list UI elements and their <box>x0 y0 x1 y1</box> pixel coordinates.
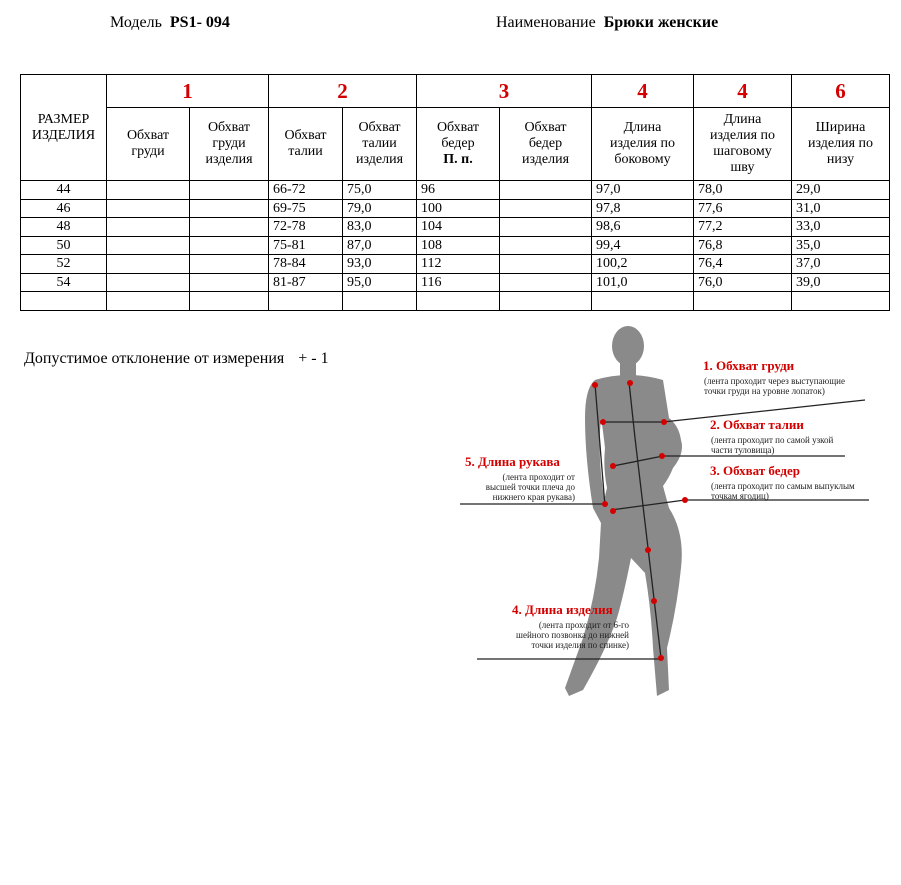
svg-text:точкам ягодиц): точкам ягодиц) <box>711 491 769 501</box>
svg-text:2. Обхват талии: 2. Обхват талии <box>710 417 804 432</box>
measurement-cell: 75-81 <box>269 236 343 255</box>
measurement-cell <box>190 199 269 218</box>
measurement-cell: 97,8 <box>592 199 694 218</box>
measurement-cell: 81-87 <box>269 273 343 292</box>
svg-text:5. Длина рукава: 5. Длина рукава <box>465 454 560 469</box>
label-length <box>512 602 629 650</box>
size-cell: 52 <box>21 255 107 274</box>
measurement-cell: 95,0 <box>343 273 417 292</box>
measurement-cell <box>107 218 190 237</box>
tolerance-label: Допустимое отклонение от измерения <box>24 350 285 367</box>
measurement-cell <box>190 273 269 292</box>
measurement-figure <box>455 318 895 708</box>
model-label: Модель <box>110 14 162 31</box>
table-row <box>21 181 890 200</box>
empty-cell <box>21 292 107 311</box>
measurement-cell <box>190 218 269 237</box>
measurement-cell <box>500 181 592 200</box>
measurement-cell: 104 <box>417 218 500 237</box>
svg-text:(лента проходит через выступаю: (лента проходит через выступающие <box>704 376 845 386</box>
measurement-cell <box>190 255 269 274</box>
measurement-cell: 33,0 <box>792 218 890 237</box>
measurement-cell: 72-78 <box>269 218 343 237</box>
measurement-cell: 93,0 <box>343 255 417 274</box>
measurement-cell: 79,0 <box>343 199 417 218</box>
empty-cell <box>500 292 592 311</box>
svg-text:(лента проходит по самым выпук: (лента проходит по самым выпуклым <box>711 481 855 491</box>
svg-text:3. Обхват бедер: 3. Обхват бедер <box>710 463 800 478</box>
measurement-cell <box>500 218 592 237</box>
measurement-cell: 77,6 <box>694 199 792 218</box>
size-cell: 48 <box>21 218 107 237</box>
size-cell: 54 <box>21 273 107 292</box>
measurement-cell: 96 <box>417 181 500 200</box>
empty-cell <box>694 292 792 311</box>
label-hips <box>710 463 855 501</box>
size-header: РАЗМЕР ИЗДЕЛИЯ <box>21 75 107 181</box>
measurement-cell: 31,0 <box>792 199 890 218</box>
empty-row <box>21 292 890 311</box>
measurement-cell <box>107 199 190 218</box>
table-row <box>21 255 890 274</box>
col-header: Ширина изделия по низу <box>792 108 890 181</box>
measurement-cell: 87,0 <box>343 236 417 255</box>
measurement-cell: 100,2 <box>592 255 694 274</box>
empty-cell <box>190 292 269 311</box>
col-header: Обхват талии изделия <box>343 108 417 181</box>
measurement-cell: 37,0 <box>792 255 890 274</box>
measurement-cell: 100 <box>417 199 500 218</box>
svg-text:нижнего края рукава): нижнего края рукава) <box>492 492 575 502</box>
measurement-cell: 75,0 <box>343 181 417 200</box>
measurement-cell <box>107 255 190 274</box>
measurement-cell: 77,2 <box>694 218 792 237</box>
name-label: Наименование <box>496 14 596 31</box>
label-sleeve <box>465 454 575 502</box>
svg-text:1. Обхват груди: 1. Обхват груди <box>703 358 795 373</box>
tolerance-value: + - 1 <box>298 350 329 367</box>
measurement-cell: 76,8 <box>694 236 792 255</box>
measurement-cell: 99,4 <box>592 236 694 255</box>
measurement-cell <box>190 181 269 200</box>
empty-cell <box>792 292 890 311</box>
svg-text:высшей точки плеча до: высшей точки плеча до <box>485 482 575 492</box>
size-cell: 46 <box>21 199 107 218</box>
table-row <box>21 218 890 237</box>
measurement-cell: 97,0 <box>592 181 694 200</box>
measurement-cell: 112 <box>417 255 500 274</box>
column-header-row <box>21 108 890 181</box>
measurement-cell: 29,0 <box>792 181 890 200</box>
measurement-cell: 108 <box>417 236 500 255</box>
table-row <box>21 273 890 292</box>
model-line <box>110 14 230 32</box>
measurement-cell: 98,6 <box>592 218 694 237</box>
measurement-cell: 83,0 <box>343 218 417 237</box>
svg-text:(лента проходит от 6-го: (лента проходит от 6-го <box>538 620 629 630</box>
group-number-row <box>21 75 890 108</box>
measurement-cell: 69-75 <box>269 199 343 218</box>
svg-text:части туловища): части туловища) <box>711 445 775 455</box>
group-number: 1 <box>107 75 269 108</box>
measurement-cell <box>190 236 269 255</box>
measurement-cell <box>500 255 592 274</box>
label-waist <box>710 417 834 455</box>
empty-cell <box>592 292 694 311</box>
label-chest <box>703 358 845 396</box>
model-value: PS1- 094 <box>169 14 230 31</box>
group-number: 2 <box>269 75 417 108</box>
measurement-cell: 78,0 <box>694 181 792 200</box>
size-cell: 44 <box>21 181 107 200</box>
measurement-cell <box>500 199 592 218</box>
group-number: 3 <box>417 75 592 108</box>
empty-cell <box>343 292 417 311</box>
group-number: 4 <box>694 75 792 108</box>
table-row <box>21 236 890 255</box>
svg-text:шейного позвонка до нижней: шейного позвонка до нижней <box>516 630 629 640</box>
name-line <box>496 14 718 32</box>
svg-text:(лента проходит по самой узкой: (лента проходит по самой узкой <box>711 435 834 445</box>
measurement-cell: 78-84 <box>269 255 343 274</box>
size-cell: 50 <box>21 236 107 255</box>
group-number: 4 <box>592 75 694 108</box>
size-table <box>20 74 890 311</box>
measurement-cell: 66-72 <box>269 181 343 200</box>
empty-cell <box>417 292 500 311</box>
measurement-cell: 76,4 <box>694 255 792 274</box>
size-table-body <box>21 181 890 311</box>
group-number: 6 <box>792 75 890 108</box>
svg-text:точки груди на уровне лопаток): точки груди на уровне лопаток) <box>704 386 825 396</box>
empty-cell <box>269 292 343 311</box>
empty-cell <box>107 292 190 311</box>
measurement-cell <box>107 273 190 292</box>
measurement-cell <box>107 181 190 200</box>
svg-text:(лента проходит от: (лента проходит от <box>502 472 575 482</box>
col-header: Длина изделия по боковому <box>592 108 694 181</box>
measurement-cell: 35,0 <box>792 236 890 255</box>
svg-text:точки изделия по спинке): точки изделия по спинке) <box>531 640 629 650</box>
measurement-cell: 76,0 <box>694 273 792 292</box>
col-header: Обхват бедер изделия <box>500 108 592 181</box>
col-header: Обхват талии <box>269 108 343 181</box>
tolerance-note <box>24 350 329 368</box>
col-header: Обхват груди <box>107 108 190 181</box>
measurement-cell: 39,0 <box>792 273 890 292</box>
measurement-cell: 101,0 <box>592 273 694 292</box>
table-row <box>21 199 890 218</box>
measurement-cell <box>500 236 592 255</box>
name-value: Брюки женские <box>603 14 719 31</box>
measurement-cell <box>500 273 592 292</box>
measurement-cell: 116 <box>417 273 500 292</box>
col-header: Длина изделия по шаговому шву <box>694 108 792 181</box>
measurement-cell <box>107 236 190 255</box>
svg-text:4. Длина изделия: 4. Длина изделия <box>512 602 613 617</box>
col-header: Обхват груди изделия <box>190 108 269 181</box>
col-header: Обхват бедер П. п. <box>417 108 500 181</box>
